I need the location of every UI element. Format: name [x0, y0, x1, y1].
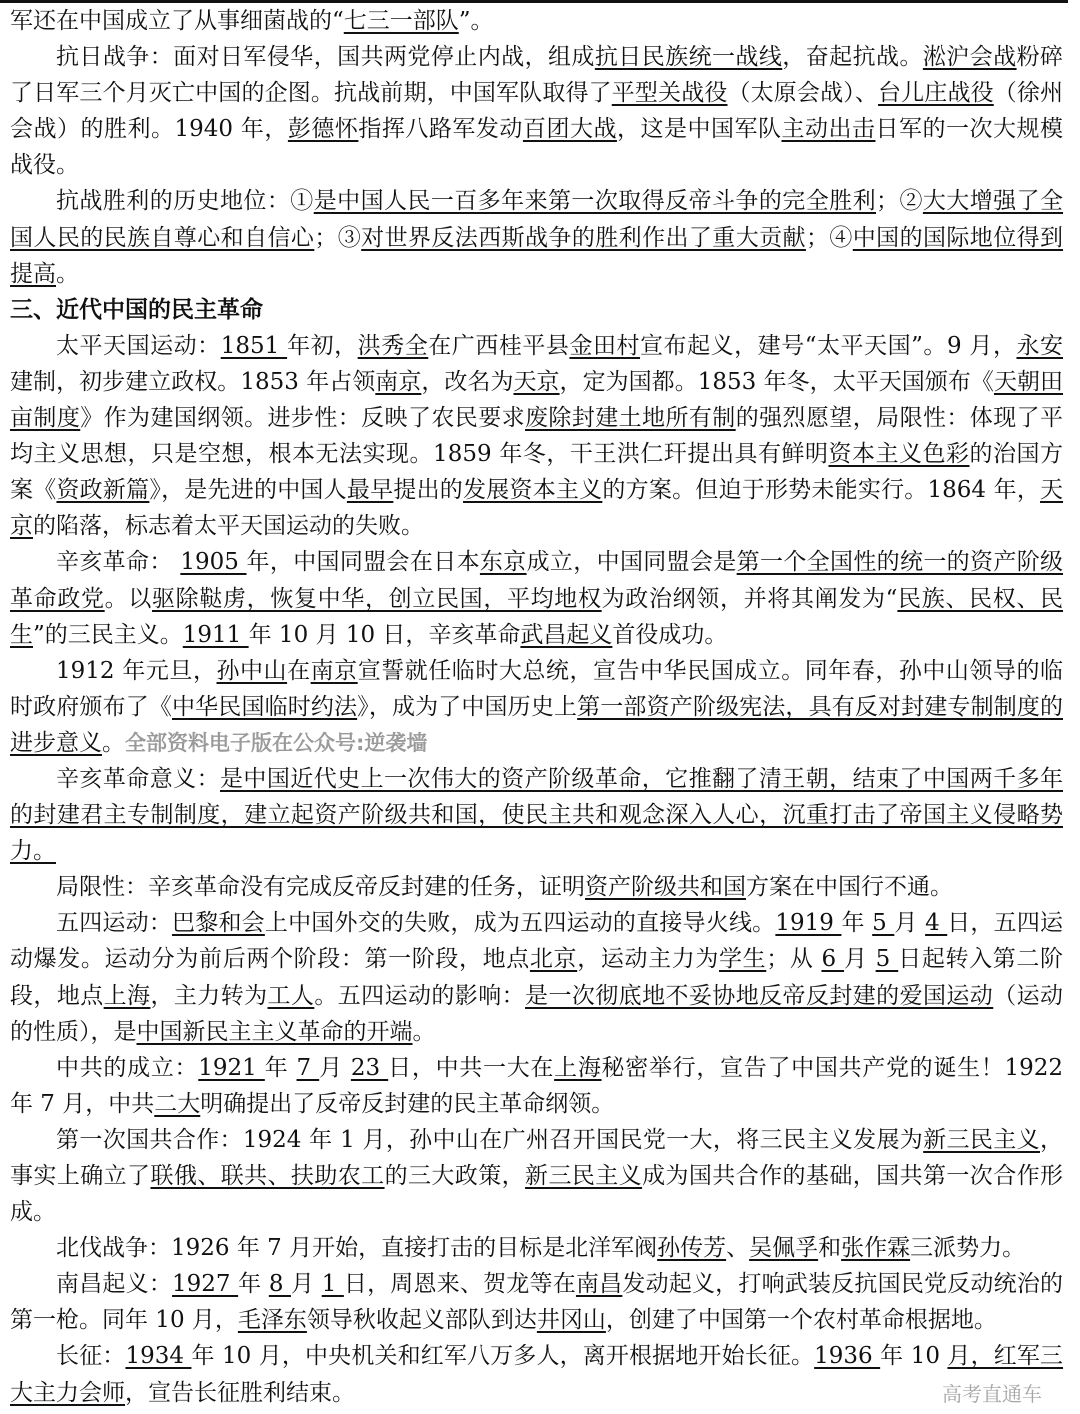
underlined-key-term: 资本主义色彩	[828, 441, 970, 468]
text-run: ，改名为	[421, 368, 514, 395]
section-heading	[10, 292, 1063, 328]
text-run: （太原会战）、	[727, 80, 879, 107]
text-run: 》，成为了中国历史上	[357, 693, 578, 720]
paragraph	[10, 1338, 1063, 1410]
underlined-key-term: 是中国人民一百多年来第一次取得反帝斗争的完全胜利	[313, 188, 877, 215]
paragraph	[10, 1122, 1063, 1230]
text-run: 的陷落，标志着太平天国运动的失败。	[33, 513, 424, 540]
underlined-key-term: 1905	[180, 549, 247, 576]
underlined-key-term: 天京	[10, 477, 1064, 540]
text-run: 。	[102, 729, 125, 756]
text-run: 长征：	[56, 1343, 126, 1370]
underlined-key-term: 1927	[172, 1271, 239, 1298]
text-run: 和	[818, 1235, 842, 1262]
underlined-key-term: 南昌	[575, 1271, 623, 1298]
text-run: 局限性：辛亥革命没有完成反帝反封建的任务，证明	[56, 874, 585, 901]
text-run: 日军的一次大规模战役。	[10, 116, 1064, 179]
underlined-key-term: 1936	[814, 1343, 881, 1370]
underlined-key-term: 第一个全国性的统一的资产阶级革命政党	[10, 549, 1064, 612]
text-run: 日，中共一大在	[388, 1054, 555, 1081]
text-run: 领导秋收起义部队到达	[306, 1307, 537, 1334]
text-run: 三派势力。	[910, 1235, 1026, 1262]
text-run: 成为国共合作的基础，国共第一次合作形成。	[10, 1163, 1064, 1226]
text-run: 日起转入第二阶段，地点	[10, 946, 1063, 1009]
paragraph	[10, 544, 1063, 652]
text-run: 中共的成立：	[56, 1054, 199, 1081]
underlined-key-term: 23	[350, 1054, 389, 1081]
paragraph	[10, 39, 1063, 183]
underlined-key-term: 百团大战	[522, 116, 617, 143]
text-run: 月	[319, 1054, 351, 1081]
underlined-key-term: 井冈山	[536, 1307, 606, 1334]
underlined-key-term: 废除封建土地所有制	[525, 405, 736, 432]
text-run: 的强烈愿望，局限性：体现了平均主义思想，只是空想，根本无法实现。1859 年冬，干王洪仁玕提出具有鲜明	[10, 405, 1064, 468]
text-run: 。五四运动的影响：	[314, 982, 526, 1009]
text-run: （运动的性质），是	[10, 982, 1064, 1045]
underlined-key-term: 4	[925, 910, 948, 937]
underlined-key-term: 彭德怀	[287, 116, 359, 143]
text-run: ”。	[458, 8, 494, 34]
text-run: 》，是先进的中国人	[149, 477, 347, 504]
paragraph	[10, 905, 1063, 1049]
text-run: 太平天国运动：	[56, 332, 221, 359]
text-run: ，创建了中国第一个农村革命根据地。	[605, 1307, 997, 1334]
underlined-key-term: 孙传芳	[657, 1235, 727, 1262]
text-run: 月	[290, 1271, 322, 1298]
underlined-key-term: 工人	[267, 982, 315, 1009]
text-run: 北伐战争：1926 年 7 月开始，直接打击的目标是北洋军阀	[56, 1235, 658, 1262]
text-run: 第一次国共合作：1924 年 1 月，孙中山在广州召开国民党一大，将三民主义发展为	[56, 1126, 924, 1153]
text-run: 辛亥革命意义：	[56, 765, 220, 792]
text-run: 抗战胜利的历史地位：①	[56, 188, 314, 215]
underlined-key-term: 大大增强了全国人民的民族自尊心和自信心	[10, 188, 1064, 251]
text-run: 年 10 月，中央机关和红军八万多人，离开根据地开始长征。	[191, 1343, 815, 1370]
underlined-key-term: 抗日民族统一战线	[594, 44, 783, 71]
underlined-key-term: 武昌起义	[520, 621, 613, 648]
text-run: 宣誓就任临时大总统，宣告中华民国成立。同年春，孙中山领导的临时政府颁布了《	[10, 657, 1064, 720]
underlined-key-term: 南京	[375, 368, 422, 395]
text-run: ；④	[805, 224, 853, 251]
text-run: 抗日战争：面对日军侵华，国共两党停止内战，组成	[56, 44, 595, 71]
text-run: 年初，	[287, 332, 358, 359]
underlined-key-term: 1919	[775, 910, 842, 937]
text-run: ，宣告长征胜利结束。	[125, 1379, 355, 1406]
text-run: 指挥八路军发动	[358, 116, 523, 143]
text-run: 秘密举行，宣告了中国共产党的诞生！1922 年 7 月，中共	[10, 1054, 1064, 1117]
text-run: 的治国方案《	[10, 441, 1064, 504]
underlined-key-term: 5	[875, 946, 899, 973]
inline-watermark: 全部资料电子版在公众号:逆袭墙	[125, 730, 428, 755]
underlined-key-term: 金田村	[569, 332, 641, 359]
underlined-key-term: 巴黎和会	[172, 910, 265, 937]
underlined-key-term: 7	[296, 1054, 320, 1081]
text-run: ，事实上确立了	[10, 1126, 1064, 1189]
paragraph	[10, 869, 1063, 905]
underlined-key-term: 七三一部队	[343, 8, 459, 34]
paragraph	[10, 1050, 1063, 1122]
text-run: 年	[841, 910, 873, 937]
paragraph	[10, 653, 1063, 761]
text-run: 1912 年元旦，	[56, 657, 217, 684]
text-run: 提出的	[393, 477, 464, 504]
text-run: 辛亥革命：	[56, 549, 181, 576]
text-run: 的三大政策，	[384, 1163, 526, 1189]
underlined-key-term: 中国新民主主义革命的开端	[136, 1018, 413, 1045]
underlined-key-term: 上海	[554, 1054, 602, 1081]
underlined-key-term: 台儿庄战役	[878, 80, 994, 107]
text-run: 粉碎了日军三个月灭亡中国的企图。抗战前期，中国军队取得了	[10, 44, 1064, 107]
text-run: ；②	[876, 188, 923, 215]
underlined-key-term: 驱除鞑虏，恢复中华，创立民国，平均地权	[152, 585, 602, 612]
text-run: 方案在中国行不通。	[746, 874, 953, 901]
text-run: ，定为国都。1853 年冬，太平天国颁布《	[559, 368, 994, 395]
text-run: 三、近代中国的民主革命	[10, 296, 263, 323]
underlined-key-term: 第一部资产阶级宪法，具有反对封建专制制度的进步意义	[10, 693, 1064, 756]
underlined-key-term: 最早	[346, 477, 394, 504]
text-run: 年	[238, 1271, 269, 1298]
paragraph	[10, 328, 1063, 545]
underlined-key-term: 8	[268, 1271, 291, 1298]
underlined-key-term: 主动出击	[781, 116, 876, 143]
text-run: 年	[264, 1054, 297, 1081]
document-body	[10, 3, 1063, 1411]
underlined-key-term: 是一次彻底地不妥协地反帝反封建的爱国运动	[525, 982, 994, 1009]
underlined-key-term: 对世界反法西斯战争的胜利作出了重大贡献	[361, 224, 806, 251]
underlined-key-term: 1851	[220, 332, 288, 359]
underlined-key-term: 二大	[154, 1090, 201, 1117]
underlined-key-term: 资产阶级共和国	[585, 874, 746, 901]
text-run: ”的三民主义。	[33, 621, 183, 648]
text-run: 为政治纲领，并将其阐发为“	[601, 585, 898, 612]
underlined-key-term: 1	[321, 1271, 344, 1298]
underlined-key-term: 南京	[310, 657, 358, 684]
underlined-key-term: 中国的国际地位得到提高	[10, 224, 1064, 287]
paragraph	[10, 183, 1063, 291]
text-run: ；从	[766, 946, 822, 973]
underlined-key-term: 学生	[718, 946, 767, 973]
underlined-key-term: 新三民主义	[525, 1163, 643, 1189]
text-run: 在	[287, 657, 311, 684]
text-run: ，运动主力为	[577, 946, 719, 973]
text-run: 年 10 月 10 日，辛亥革命	[248, 621, 521, 648]
underlined-key-term: 联俄、联共、扶助农工	[150, 1163, 385, 1189]
text-run: 南昌起义：	[56, 1271, 173, 1298]
underlined-key-term: 中华民国临时约法	[172, 693, 358, 720]
underlined-key-term: 发展资本主义	[463, 477, 603, 504]
underlined-key-term: 上海	[103, 982, 151, 1009]
text-run: 成立，中国同盟会是	[526, 549, 737, 576]
underlined-key-term: 天京	[513, 368, 560, 395]
paragraph	[10, 761, 1063, 869]
text-run: 上中国外交的失败，成为五四运动的直接导火线。	[264, 910, 776, 937]
underlined-key-term: 东京	[479, 549, 527, 576]
underlined-key-term: 民族、民权、民生	[10, 585, 1064, 648]
text-run: 日，周恩来、贺龙等在	[343, 1271, 576, 1298]
text-run: 日，五四运动爆发。运动分为前后两个阶段：第一阶段，地点	[10, 910, 1064, 973]
text-run: ，奋起抗战。	[782, 44, 923, 71]
text-run: ，主力转为	[150, 982, 268, 1009]
text-run: 年 10	[880, 1343, 948, 1370]
underlined-key-term: 平型关战役	[611, 80, 728, 107]
text-run: 月	[894, 910, 926, 937]
underlined-key-term: 是中国近代史上一次伟大的资产阶级革命，它推翻了清王朝，结束了中国两千多年的封建君主专制制度，建立起资产阶级共和国，使民主共和观念深入人心，沉重打击了帝国主义侵略势力。	[10, 765, 1064, 865]
text-run: 。以	[104, 585, 153, 612]
text-run: 》作为建国纲领。进步性：反映了农民要求	[80, 405, 526, 432]
text-run: 的方案。但迫于形势未能实行。1864 年，	[602, 477, 1041, 504]
underlined-key-term: 毛泽东	[237, 1307, 307, 1334]
underlined-key-term: 张作霖	[841, 1235, 911, 1262]
underlined-key-term: 北京	[529, 946, 578, 973]
text-run: 月	[844, 946, 876, 973]
paragraph	[10, 3, 1063, 39]
text-run: 。	[56, 260, 79, 287]
text-run: 首役成功。	[612, 621, 728, 648]
underlined-key-term: 1921	[198, 1054, 265, 1081]
text-run: 年，中国同盟会在日本	[246, 549, 480, 576]
underlined-key-term: 天朝田亩制度	[10, 368, 1063, 432]
underlined-key-term: 5	[872, 910, 895, 937]
text-run: ，这是中国军队	[616, 116, 782, 143]
underlined-key-term: 1934	[125, 1343, 192, 1370]
underlined-key-term: 淞沪会战	[922, 44, 1017, 71]
underlined-key-term: 资政新篇	[56, 477, 150, 504]
paragraph	[10, 1266, 1063, 1338]
underlined-key-term: 1911	[182, 621, 249, 648]
paragraph	[10, 1230, 1063, 1266]
underlined-key-term: 吴佩孚	[749, 1235, 819, 1262]
text-run: 宣布起义，建号“太平天国”。9 月，	[640, 332, 1017, 359]
text-run: ；③	[314, 224, 362, 251]
corner-watermark: 高考直通车	[942, 1382, 1042, 1406]
underlined-key-term: 洪秀全	[357, 332, 429, 359]
text-run: 、	[726, 1235, 750, 1262]
text-run: 。	[412, 1018, 436, 1045]
underlined-key-term: 永安	[1016, 332, 1064, 359]
text-run: 建制，初步建立政权。1853 年占领	[10, 368, 376, 395]
underlined-key-term: 新三民主义	[923, 1126, 1041, 1153]
underlined-key-term: 6	[821, 946, 845, 973]
text-run: 明确提出了反帝反封建的民主革命纲领。	[200, 1090, 615, 1117]
underlined-key-term: 孙中山	[216, 657, 288, 684]
text-run: 五四运动：	[56, 910, 173, 937]
text-run: （徐州会战）的胜利。1940 年，	[10, 80, 1064, 143]
underlined-key-term: 月，红军三大主力会师	[10, 1343, 1064, 1406]
text-run: 发动起义，打响武装反抗国民党反动统治的第一枪。同年 10 月，	[10, 1271, 1064, 1334]
text-run: 在广西桂平县	[428, 332, 570, 359]
text-run: 军还在中国成立了从事细菌战的“	[10, 8, 344, 34]
